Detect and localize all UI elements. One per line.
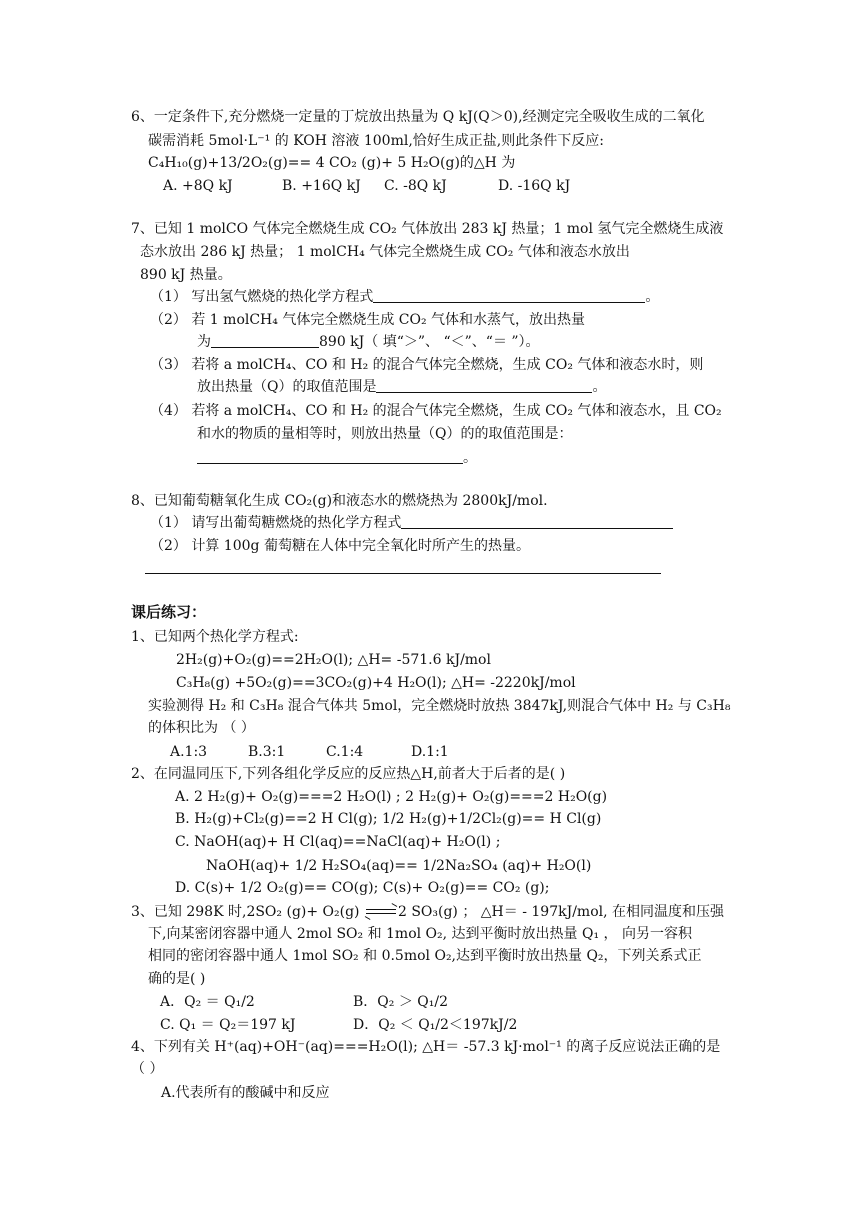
q7-subq1-text: （1） 写出氢气燃烧的热化学方程式 xyxy=(150,289,374,305)
q7-subq3-blank[interactable] xyxy=(376,378,592,393)
q6-line2: 碳需消耗 5mol·L⁻¹ 的 KOH 溶液 100ml,恰好生成正盐,则此条件下反应: xyxy=(148,133,604,149)
equilibrium-arrow-icon xyxy=(364,907,398,917)
e4-option-a: A.代表所有的酸碱中和反应 xyxy=(161,1085,330,1101)
q7-subq2-pre: 为 xyxy=(197,334,211,350)
q6-option-a: A. +8Q kJ xyxy=(163,178,233,194)
q7-subq1 xyxy=(150,288,659,306)
q7-subq3-line2 xyxy=(197,378,606,396)
e1-line3: 的体积比为 （ ） xyxy=(148,720,255,736)
q7-subq4-blank[interactable] xyxy=(197,449,463,464)
e1-option-a: A.1:3 xyxy=(170,744,208,760)
q7-subq4-end: 。 xyxy=(463,450,477,466)
e3-option-d: D．Q₂ ＜ Q₁/2＜197kJ/2 xyxy=(353,1017,518,1033)
q7-subq4-line1: （4） 若将 a molCH₄、CO 和 H₂ 的混合气体完全燃烧，生成 CO₂ 气体和液态水，且 CO₂ xyxy=(150,403,722,419)
e2-option-b: B. H₂(g)+Cl₂(g)==2 H Cl(g); 1/2 H₂(g)+1/2Cl₂(g)== H Cl(g) xyxy=(175,811,602,827)
e1-eq2: C₃H₈(g) +5O₂(g)==3CO₂(g)+4 H₂O(l); △H= -2220kJ/mol xyxy=(176,675,576,691)
q8-subq1 xyxy=(150,514,673,532)
e3-option-c: C. Q₁ ＝ Q₂＝197 kJ xyxy=(160,1017,296,1033)
e4-line2: （ ） xyxy=(131,1061,164,1077)
e1-line2: 实验测得 H₂ 和 C₃H₈ 混合气体共 5mol，完全燃烧时放热 3847kJ,则混合气体中 H₂ 与 C₃H₈ xyxy=(148,698,731,714)
q7-subq2-post: 890 kJ（ 填“＞”、 “＜”、“＝ ”）。 xyxy=(319,334,540,350)
e3-line4: 确的是( ) xyxy=(148,971,206,987)
q7-subq4-line2: 和水的物质的量相等时，则放出热量（Q）的的取值范围是： xyxy=(197,426,573,442)
e4-line1: 4、下列有关 H⁺(aq)+OH⁻(aq)===H₂O(l); △H＝ -57.3 kJ·mol⁻¹ 的离子反应说法正确的是 xyxy=(131,1039,721,1055)
e3-line1 xyxy=(131,903,724,921)
q8-subq1-text: （1） 请写出葡萄糖燃烧的热化学方程式 xyxy=(150,515,402,531)
q7-subq1-blank[interactable] xyxy=(373,288,645,303)
e2-option-c: C. NaOH(aq)+ H Cl(aq)==NaCl(aq)+ H₂O(l) ; xyxy=(175,834,501,850)
e3-option-b: B．Q₂ ＞ Q₁/2 xyxy=(353,994,448,1010)
e1-option-c: C.1:4 xyxy=(326,744,364,760)
q8-subq1-blank[interactable] xyxy=(401,514,673,529)
e3-line1-post: 2 SO₃(g) ； △H＝ - 197kJ/mol, 在相同温度和压强 xyxy=(397,904,725,920)
e3-line3: 相同的密闭容器中通人 1mol SO₂ 和 0.5mol O₂,达到平衡时放出热量 Q₂，下列关系式正 xyxy=(148,948,702,964)
q7-subq2-line1: （2） 若 1 molCH₄ 气体完全燃烧生成 CO₂ 气体和水蒸气，放出热量 xyxy=(150,312,586,328)
e2-line1: 2、在同温同压下,下列各组化学反应的反应热△H,前者大于后者的是( ) xyxy=(131,766,566,782)
e3-line1-pre: 3、已知 298K 时,2SO₂ (g)+ O₂(g) xyxy=(131,904,364,920)
e2-option-d: D. C(s)+ 1/2 O₂(g)== CO(g); C(s)+ O₂(g)== CO₂ (g); xyxy=(175,880,550,896)
e2-option-a: A. 2 H₂(g)+ O₂(g)===2 H₂O(l) ; 2 H₂(g)+ O₂(g)===2 H₂O(g) xyxy=(175,789,608,805)
q6-line3: C₄H₁₀(g)+13/2O₂(g)== 4 CO₂ (g)+ 5 H₂O(g)的△H 为 xyxy=(148,155,516,171)
e1-option-d: D.1:1 xyxy=(411,744,449,760)
q6-option-c: C. -8Q kJ xyxy=(384,178,447,194)
q7-subq4-line3 xyxy=(197,449,477,467)
q6-option-d: D. -16Q kJ xyxy=(498,178,571,194)
e2-option-c2: NaOH(aq)+ 1/2 H₂SO₄(aq)== 1/2Na₂SO₄ (aq)+ H₂O(l) xyxy=(206,858,592,874)
q6-option-b: B. +16Q kJ xyxy=(282,178,361,194)
q7-subq3-text: 放出热量（Q）的取值范围是 xyxy=(197,379,377,395)
q8-subq2: （2） 计算 100g 葡萄糖在人体中完全氧化时所产生的热量。 xyxy=(150,538,530,554)
e1-eq1: 2H₂(g)+O₂(g)==2H₂O(l); △H= -571.6 kJ/mol xyxy=(176,652,491,668)
q7-line3: 890 kJ 热量。 xyxy=(140,267,232,283)
e1-line1: 1、已知两个热化学方程式: xyxy=(131,629,299,645)
q7-line1: 7、已知 1 molCO 气体完全燃烧生成 CO₂ 气体放出 283 kJ 热量；1 mol 氢气完全燃烧生成液 xyxy=(131,221,724,237)
e1-option-b: B.3:1 xyxy=(248,744,286,760)
q7-subq2-blank[interactable] xyxy=(211,333,319,348)
q7-subq3-line1: （3） 若将 a molCH₄、CO 和 H₂ 的混合气体完全燃烧，生成 CO₂ 气体和液态水时，则 xyxy=(150,357,704,373)
q7-line2: 态水放出 286 kJ 热量； 1 molCH₄ 气体完全燃烧生成 CO₂ 气体和液态水放出 xyxy=(140,244,630,260)
q8-answer-line[interactable] xyxy=(145,573,661,574)
q7-subq2-line2 xyxy=(197,333,540,351)
section-title: 课后练习： xyxy=(131,603,207,621)
e3-option-a: A．Q₂ ＝ Q₁/2 xyxy=(160,994,255,1010)
q6-line1: 6、一定条件下,充分燃烧一定量的丁烷放出热量为 Q kJ(Q＞0),经测定完全吸收生成的二氧化 xyxy=(131,109,705,125)
q7-subq3-end: 。 xyxy=(592,379,607,395)
q8-line1: 8、已知葡萄糖氧化生成 CO₂(g)和液态水的燃烧热为 2800kJ/mol. xyxy=(131,493,548,509)
e3-line2: 下,向某密闭容器中通人 2mol SO₂ 和 1mol O₂, 达到平衡时放出热量 Q₁ ， 向另一容积 xyxy=(148,926,692,942)
q7-subq1-end: 。 xyxy=(645,289,660,305)
